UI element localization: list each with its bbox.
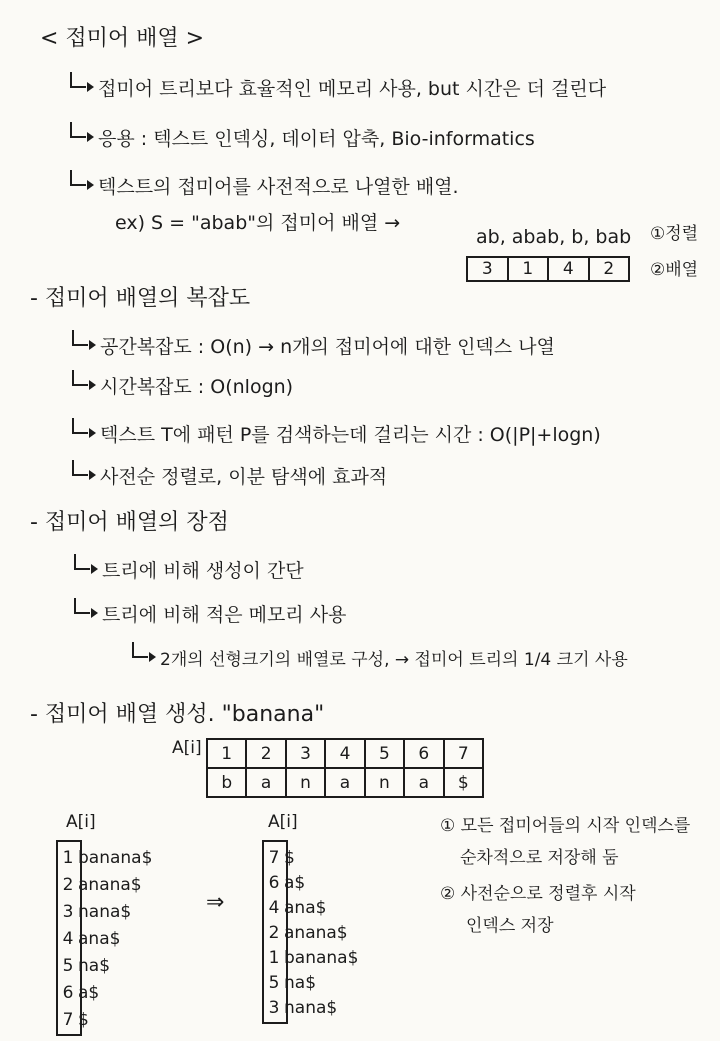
complexity-item: 시간복잡도 : O(nlogn): [100, 376, 294, 398]
complexity-item: 사전순 정렬로, 이분 탐색에 효과적: [100, 466, 388, 488]
advantages-item: 2개의 선형크기의 배열로 구성, → 접미어 트리의 1/4 크기 사용: [160, 650, 628, 670]
example-array-cell: 4: [548, 257, 589, 281]
example-array-cell: 1: [508, 257, 549, 281]
intro-line-2: 응용 : 텍스트 인덱싱, 데이터 압축, Bio-informatics: [98, 128, 535, 150]
sub-arrow-icon: [72, 330, 88, 346]
list-item: 6 a$: [62, 983, 100, 1003]
example-array: [466, 256, 630, 282]
list-item: 5 na$: [62, 956, 111, 976]
left-list-label: A[i]: [66, 812, 96, 832]
step-note: 인덱스 저장: [466, 916, 554, 936]
char-cell: n: [365, 768, 404, 797]
index-cell: 4: [325, 739, 364, 768]
advantages-item: 트리에 비해 생성이 간단: [102, 560, 304, 582]
sub-arrow-icon: [70, 170, 86, 186]
index-cell: 6: [404, 739, 443, 768]
index-cell: 2: [246, 739, 285, 768]
char-cell: a: [404, 768, 443, 797]
index-cell: 7: [444, 739, 483, 768]
complexity-item: 공간복잡도 : O(n) → n개의 접미어에 대한 인덱스 나열: [100, 336, 555, 358]
char-cell: n: [286, 768, 325, 797]
example-note-array: ②배열: [650, 260, 699, 280]
list-item: 4 ana$: [62, 929, 121, 949]
complexity-heading: - 접미어 배열의 복잡도: [30, 286, 251, 311]
index-cell: 5: [365, 739, 404, 768]
example-sorted: ab, abab, b, bab: [476, 226, 632, 248]
sub-arrow-icon: [74, 598, 90, 614]
char-cell: b: [207, 768, 246, 797]
char-cell: a: [246, 768, 285, 797]
list-item: 2 anana$: [62, 875, 142, 895]
sub-arrow-icon: [74, 554, 90, 570]
char-cell: $: [444, 768, 483, 797]
sub-arrow-icon: [72, 460, 88, 476]
sub-arrow-icon: [72, 418, 88, 434]
intro-line-3: 텍스트의 접미어를 사전적으로 나열한 배열.: [98, 176, 459, 198]
index-cell: 3: [286, 739, 325, 768]
intro-line-1: 접미어 트리보다 효율적인 메모리 사용, but 시간은 더 걸린다: [98, 78, 607, 100]
advantages-item: 트리에 비해 적은 메모리 사용: [102, 604, 347, 626]
sub-arrow-icon: [70, 122, 86, 138]
right-list-label: A[i]: [268, 812, 298, 832]
complexity-item: 텍스트 T에 패턴 P를 검색하는데 걸리는 시간 : O(|P|+logn): [100, 424, 601, 446]
list-item: 5 na$: [268, 973, 317, 993]
table-label: A[i]: [172, 738, 202, 758]
sub-arrow-icon: [132, 642, 148, 658]
example-array-cell: 3: [467, 257, 508, 281]
example-array-cell: 2: [589, 257, 630, 281]
step-note: ② 사전순으로 정렬후 시작: [440, 884, 636, 904]
list-item: 3 nana$: [268, 998, 338, 1018]
char-cell: a: [325, 768, 364, 797]
index-cell: 1: [207, 739, 246, 768]
banana-table: [206, 738, 484, 798]
example-line: ex) S = "abab"의 접미어 배열 →: [115, 212, 401, 234]
list-item: 7 $: [62, 1010, 89, 1030]
list-item: 4 ana$: [268, 898, 327, 918]
list-item: 1 banana$: [62, 848, 153, 868]
sub-arrow-icon: [72, 370, 88, 386]
list-item: 7 $: [268, 848, 295, 868]
creation-heading: - 접미어 배열 생성. "banana": [30, 702, 325, 727]
transform-arrow: ⇒: [206, 890, 225, 915]
list-item: 3 nana$: [62, 902, 132, 922]
page-title: < 접미어 배열 >: [40, 26, 205, 51]
list-item: 1 banana$: [268, 948, 359, 968]
list-item: 6 a$: [268, 873, 306, 893]
sub-arrow-icon: [70, 72, 86, 88]
step-note: 순차적으로 저장해 둠: [460, 848, 619, 868]
advantages-heading: - 접미어 배열의 장점: [30, 510, 229, 535]
example-note-sort: ①정렬: [650, 224, 699, 244]
step-note: ① 모든 접미어들의 시작 인덱스를: [440, 816, 691, 836]
list-item: 2 anana$: [268, 923, 348, 943]
